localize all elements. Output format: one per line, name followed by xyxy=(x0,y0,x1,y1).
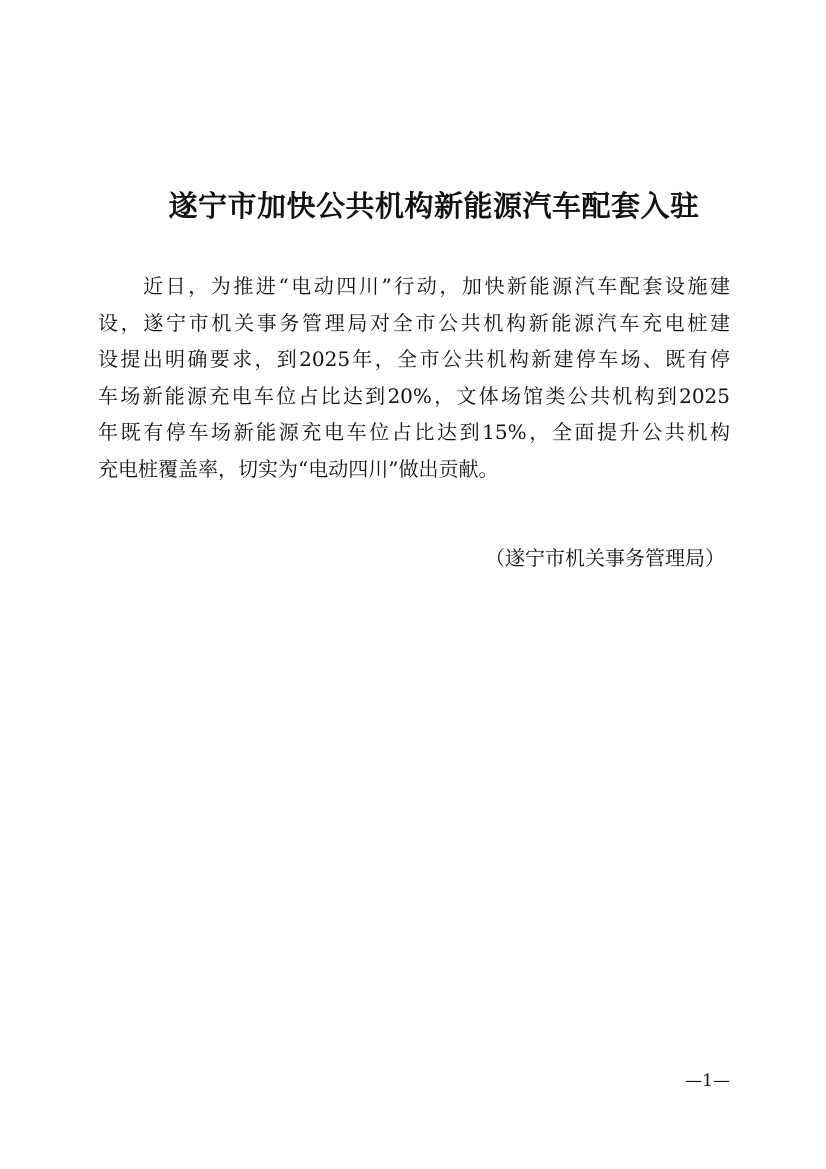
source-attribution: （遂宁市机关事务管理局） xyxy=(485,546,725,570)
paragraph-line: 设，遂宁市机关事务管理局对全市公共机构新能源汽车充电桩建 xyxy=(98,310,730,335)
paragraph-line: 近日，为推进“电动四川”行动，加快新能源汽车配套设施建 xyxy=(98,274,730,298)
paragraph-line: 充电桩覆盖率，切实为“电动四川”做出贡献。 xyxy=(98,456,499,481)
body-paragraph xyxy=(98,268,730,488)
paragraph-line: 设提出明确要求，到2025年，全市公共机构新建停车场、既有停 xyxy=(98,347,730,372)
page-number: —1— xyxy=(685,1071,730,1091)
paragraph-line: 年既有停车场新能源充电车位占比达到15%，全面提升公共机构 xyxy=(98,420,730,445)
document-title: 遂宁市加快公共机构新能源汽车配套入驻 xyxy=(168,189,700,223)
paragraph-line: 车场新能源充电车位占比达到20%，文体场馆类公共机构到2025 xyxy=(98,383,730,408)
